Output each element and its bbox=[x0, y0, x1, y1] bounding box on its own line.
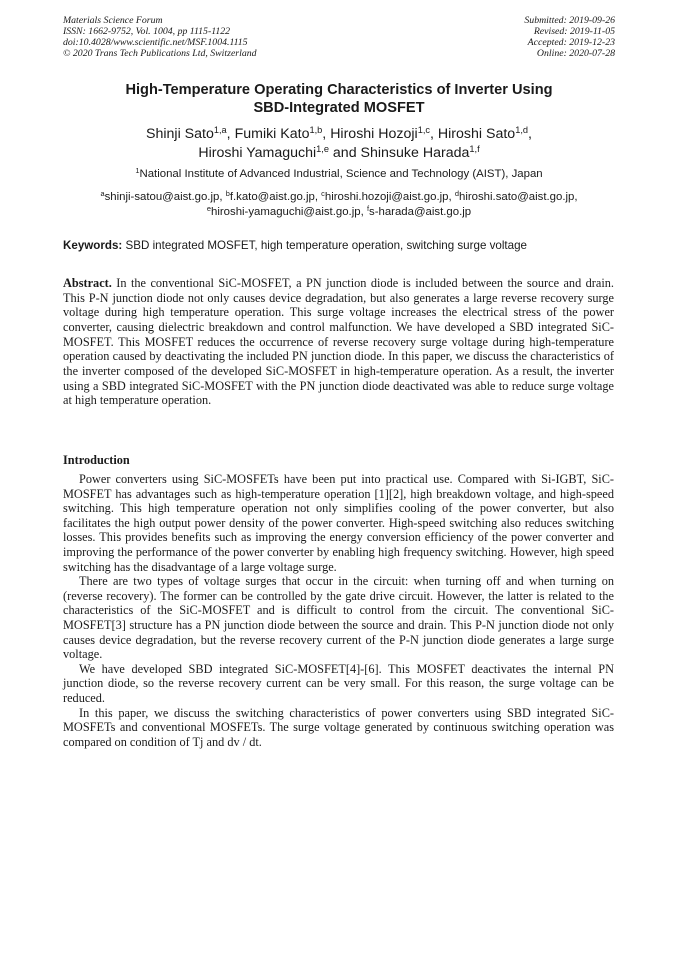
email-separator: , bbox=[574, 191, 578, 203]
abstract bbox=[63, 276, 614, 408]
introduction-body bbox=[63, 472, 614, 749]
paper-title bbox=[63, 81, 615, 117]
introduction-paragraph: Power converters using SiC-MOSFETs have been put into practical use. Compared with Si-IGBT, SiC-MOSFET has advantages such as high-temperature operation [1][2], high breakdown voltage, and high-speed switching. This high temperature operation not only simplifies cooling of the power converter, but also facilitates the high output power density of the power converter. High-speed switching also reduces switching losses. This provides benefits such as improving the energy conversion efficiency of the power converter and improving the performance of the power converter by enabling high frequency switching. However, high speed switching has the disadvantage of a large voltage surge. bbox=[63, 472, 614, 574]
email-line-2 bbox=[56, 205, 622, 220]
date-submitted: Submitted: 2019-09-26 bbox=[524, 15, 615, 26]
email-line-1 bbox=[56, 190, 622, 205]
email-mark: e bbox=[206, 203, 211, 213]
author-separator: , bbox=[322, 126, 331, 142]
date-online: Online: 2020-07-28 bbox=[536, 48, 615, 59]
author-name: Shinji Sato bbox=[146, 126, 214, 142]
email-mark: f bbox=[366, 203, 369, 213]
date-revised: Revised: 2019-11-05 bbox=[533, 26, 615, 37]
journal-info bbox=[63, 15, 257, 59]
author-affiliation-mark: 1,d bbox=[515, 124, 529, 135]
email-separator: , bbox=[360, 205, 367, 218]
author-affiliation-mark: 1,a bbox=[213, 124, 227, 135]
abstract-text: In the conventional SiC-MOSFET, a PN junction diode is included between the source and drain. This P-N junction diode not only causes device degradation, but also generates a large reverse recovery surge voltage during high temperature operation. This surge voltage increases the electrical stress of the power converter, causing dielectric breakdown and control malfunction. We have developed a SBD integrated SiC-MOSFET. This MOSFET reduces the occurrence of reverse recovery surge voltage during high-temperature operation caused by deactivating the included PN junction diode. In this paper, we discuss the characteristics of the inverter composed of the developed SiC-MOSFET in high-temperature operation. As a result, the inverter using a SBD integrated SiC-MOSFET with the PN junction diode deactivated was able to reduce surge voltage at high temperature operation. bbox=[63, 276, 614, 408]
email-address[interactable]: f.kato@aist.go.jp bbox=[229, 191, 315, 203]
author-separator: , bbox=[430, 126, 438, 142]
author-line-2 bbox=[63, 144, 615, 163]
email-separator: , bbox=[448, 191, 455, 203]
keywords-label: Keywords: bbox=[63, 239, 123, 252]
journal-copyright: © 2020 Trans Tech Publications Ltd, Switzerland bbox=[63, 48, 257, 59]
author-affiliation-mark: 1,b bbox=[309, 124, 323, 135]
author-affiliation-mark: 1,e bbox=[316, 143, 329, 154]
author-name: Hiroshi Hozoji bbox=[330, 126, 418, 142]
author-name: Hiroshi Sato bbox=[437, 126, 516, 142]
author-separator: , bbox=[226, 126, 235, 142]
author-name: Fumiki Kato bbox=[234, 126, 310, 142]
email-mark: d bbox=[454, 188, 459, 198]
introduction-paragraph: We have developed SBD integrated SiC-MOSFET[4]-[6]. This MOSFET deactivates the internal PN junction diode, so the reverse recovery current can be very small. For this reason, the surge voltage can be reduced. bbox=[63, 661, 614, 705]
email-mark: a bbox=[100, 188, 105, 198]
keywords bbox=[63, 239, 623, 253]
email-mark: b bbox=[225, 188, 230, 198]
email-address[interactable]: hiroshi-yamaguchi@aist.go.jp bbox=[211, 205, 361, 218]
paper-title-line-1: High-Temperature Operating Characteristics of Inverter Using bbox=[125, 82, 553, 98]
introduction-paragraph: There are two types of voltage surges that occur in the circuit: when turning off and when turning on (reverse recovery). The former can be controlled by the gate drive circuit. However, the latter is related to the characteristics of the SiC-MOSFET and is difficult to control from the circuit. The conventional SiC-MOSFET[3] structure has a PN junction diode between the source and drain. This P-N junction diode not only causes device degradation, but the reverse recovery current of the P-N junction diode generates a large surge voltage. bbox=[63, 574, 614, 662]
email-address[interactable]: shinji-satou@aist.go.jp bbox=[104, 191, 220, 203]
journal-name: Materials Science Forum bbox=[63, 15, 163, 26]
paper-title-line-2: SBD-Integrated MOSFET bbox=[253, 100, 425, 116]
affiliation-mark: 1 bbox=[135, 165, 140, 175]
author-line-1 bbox=[63, 125, 615, 144]
journal-doi: doi:10.4028/www.scientific.net/MSF.1004.1115 bbox=[63, 37, 248, 48]
publication-dates bbox=[524, 15, 615, 59]
author-affiliation-mark: 1,f bbox=[469, 143, 480, 154]
affiliation-text: National Institute of Advanced Industrial, Science and Technology (AIST), Japan bbox=[139, 168, 543, 180]
date-accepted: Accepted: 2019-12-23 bbox=[527, 37, 615, 48]
author-affiliation-mark: 1,c bbox=[417, 124, 431, 135]
author-separator: and bbox=[328, 145, 361, 161]
email-mark: c bbox=[321, 188, 325, 198]
author-name: Shinsuke Harada bbox=[360, 145, 470, 161]
affiliation bbox=[63, 167, 615, 181]
author-name: Hiroshi Yamaguchi bbox=[198, 145, 317, 161]
email-list bbox=[56, 190, 622, 219]
email-address[interactable]: hiroshi.hozoji@aist.go.jp bbox=[324, 191, 449, 203]
email-separator: , bbox=[314, 191, 322, 203]
email-address[interactable]: hiroshi.sato@aist.go.jp bbox=[458, 191, 575, 203]
section-heading-introduction: Introduction bbox=[63, 453, 130, 467]
email-address[interactable]: s-harada@aist.go.jp bbox=[369, 205, 472, 218]
keywords-text: SBD integrated MOSFET, high temperature operation, switching surge voltage bbox=[125, 239, 527, 252]
journal-issn: ISSN: 1662-9752, Vol. 1004, pp 1115-1122 bbox=[63, 26, 231, 37]
email-separator: , bbox=[219, 191, 226, 203]
introduction-paragraph: In this paper, we discuss the switching characteristics of power converters using SBD integrated SiC-MOSFETs and conventional MOSFETs. The surge voltage generated by continuous switching operation was compared on condition of Tj and dv / dt. bbox=[63, 705, 614, 749]
author-list bbox=[63, 125, 615, 163]
abstract-label: Abstract. bbox=[63, 276, 112, 290]
author-separator: , bbox=[528, 126, 532, 142]
